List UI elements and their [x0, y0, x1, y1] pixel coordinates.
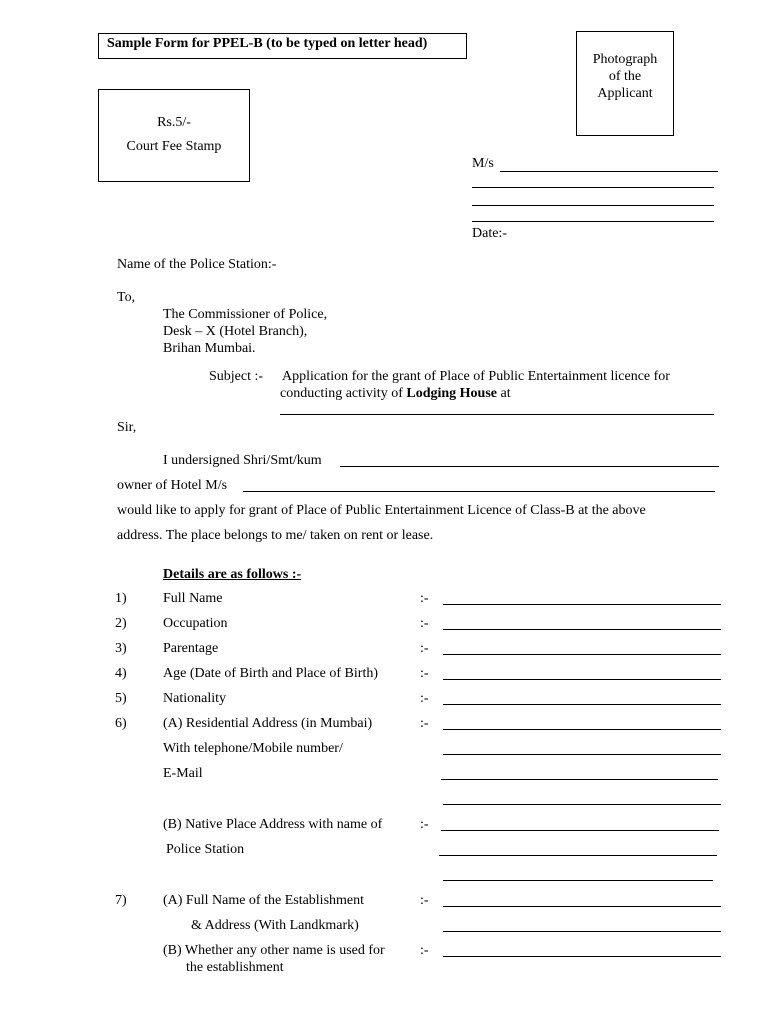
date-label: Date:- [472, 226, 507, 241]
item-7-separator: :- [420, 893, 429, 908]
item-6-label: (A) Residential Address (in Mumbai) [163, 716, 373, 731]
subject-line-2 [280, 386, 511, 402]
residential-sub-2: E-Mail [163, 766, 203, 781]
subject-prefix: conducting activity of [280, 386, 407, 401]
form-title-box [98, 33, 467, 59]
other-name-label: (B) Whether any other name is used for [163, 943, 385, 958]
establishment-name-line-1[interactable] [443, 906, 721, 907]
native-address-line-3[interactable] [443, 880, 713, 881]
native-place-label: (B) Native Place Address with name of [163, 817, 383, 832]
address-line-3: Brihan Mumbai. [163, 341, 256, 356]
item-5-label: Nationality [163, 691, 226, 706]
item-4-label: Age (Date of Birth and Place of Birth) [163, 666, 378, 681]
residential-address-line-3[interactable] [441, 779, 718, 780]
address-line-2: Desk – X (Hotel Branch), [163, 324, 308, 339]
full-name-line[interactable] [443, 604, 721, 605]
apply-text: would like to apply for grant of Place of Public Entertainment Licence of Class-B at the above [117, 503, 646, 518]
photo-line-3: Applicant [597, 86, 653, 101]
owner-text: owner of Hotel M/s [117, 478, 228, 493]
residential-address-line-1[interactable] [443, 729, 721, 730]
establishment-name-line-2[interactable] [443, 931, 721, 932]
court-fee-stamp-box [98, 89, 250, 182]
item-1-label: Full Name [163, 591, 223, 606]
stamp-label: Court Fee Stamp [126, 139, 222, 154]
item-1-number: 1) [115, 591, 127, 606]
establishment-sub: & Address (With Landkmark) [191, 918, 359, 933]
nationality-line[interactable] [443, 704, 721, 705]
occupation-line[interactable] [443, 629, 721, 630]
ms-line-4[interactable] [472, 221, 714, 222]
item-4-number: 4) [115, 666, 127, 681]
item-5-separator: :- [420, 691, 429, 706]
native-place-separator: :- [420, 817, 429, 832]
item-7-label: (A) Full Name of the Establishment [163, 893, 365, 908]
residential-address-line-2[interactable] [443, 754, 721, 755]
details-heading: Details are as follows :- [163, 567, 302, 582]
subject-lodging-house: Lodging House [406, 386, 497, 401]
subject-address-line[interactable] [280, 414, 714, 415]
address-line-1: The Commissioner of Police, [163, 307, 328, 322]
item-6-separator: :- [420, 716, 429, 731]
native-address-line-2[interactable] [439, 855, 717, 856]
parentage-line[interactable] [443, 654, 721, 655]
item-2-separator: :- [420, 616, 429, 631]
ms-line-3[interactable] [472, 205, 714, 206]
item-6-number: 6) [115, 716, 127, 731]
item-3-label: Parentage [163, 641, 219, 656]
salutation: Sir, [117, 420, 137, 435]
item-2-label: Occupation [163, 616, 228, 631]
age-line[interactable] [443, 679, 721, 680]
item-3-number: 3) [115, 641, 127, 656]
ms-line-2[interactable] [472, 187, 714, 188]
place-text: address. The place belongs to me/ taken on rent or lease. [117, 528, 434, 543]
photo-line-1: Photograph [592, 52, 658, 67]
residential-address-line-4[interactable] [443, 804, 721, 805]
other-name-separator: :- [420, 943, 429, 958]
subject-label: Subject :- [209, 369, 264, 384]
item-3-separator: :- [420, 641, 429, 656]
to-label: To, [117, 290, 136, 305]
native-address-line-1[interactable] [441, 830, 719, 831]
photo-line-2: of the [608, 69, 642, 84]
other-name-sub: the establishment [186, 960, 284, 975]
ms-label: M/s [472, 156, 494, 171]
undersigned-text: I undersigned Shri/Smt/kum [163, 453, 322, 468]
item-1-separator: :- [420, 591, 429, 606]
stamp-amount: Rs.5/- [157, 115, 191, 130]
item-2-number: 2) [115, 616, 127, 631]
police-station-label: Name of the Police Station:- [117, 257, 277, 272]
ms-line-1[interactable] [500, 171, 718, 172]
item-4-separator: :- [420, 666, 429, 681]
hotel-name-line[interactable] [243, 491, 715, 492]
item-7-number: 7) [115, 893, 127, 908]
photograph-box [576, 31, 674, 136]
residential-sub-1: With telephone/Mobile number/ [163, 741, 343, 756]
native-place-sub: Police Station [166, 842, 245, 857]
item-5-number: 5) [115, 691, 127, 706]
subject-line-1: Application for the grant of Place of Public Entertainment licence for [282, 369, 670, 384]
subject-suffix: at [497, 386, 511, 401]
other-name-line[interactable] [443, 956, 721, 957]
undersigned-name-line[interactable] [340, 466, 719, 467]
form-title: Sample Form for PPEL-B (to be typed on letter head) [107, 36, 428, 51]
